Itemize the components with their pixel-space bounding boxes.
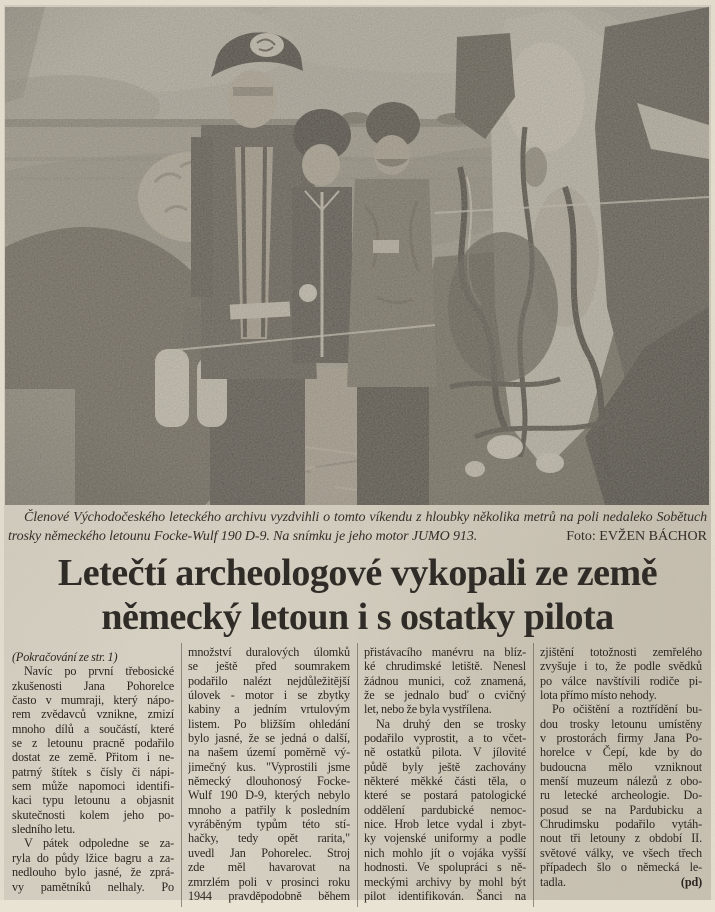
article-line: zde měl havarovat na (188, 860, 350, 875)
photo-grain-light (5, 7, 709, 505)
article-line: 1944 pravděpodobně během (188, 888, 350, 903)
article-line: ky vojenské uniformy a podle (364, 831, 526, 846)
article-line: vyráběným typům této stí- (188, 817, 350, 832)
caption-line-2: trosky německého letounu Focke-Wulf 190 D-9. Na snímku je jeho motor JUMO 913. (8, 528, 478, 544)
article-line: po válce navštívili rodiče pi- (540, 673, 702, 688)
article-body (6, 643, 709, 905)
headline-line-2: německý letoun i s ostatky pilota (101, 596, 614, 638)
article-line: dou trosky letounu umístěny (540, 716, 702, 731)
article-line: některé měkké části těla, o (364, 774, 526, 789)
article-line: úlovek - motor i se zbytky (188, 688, 350, 703)
article-line: se z letounu pracně podařilo (12, 736, 174, 751)
article-line: často v mumraji, který nápo- (12, 693, 174, 708)
article-line: posud se na Pardubicku a (540, 802, 702, 817)
article-line: sledního letu. (12, 822, 76, 837)
headline-line-1: Letečtí archeologové vykopali ze země (57, 552, 658, 594)
article-line: podařilo nalézt nejdůležitější (188, 673, 350, 688)
article-line: patrný štítek s čísly či nápi- (12, 764, 174, 779)
article-line: (Pokračování ze str. 1) (12, 650, 118, 664)
article-line: množství duralových úlomků (188, 645, 350, 659)
article-line: kabiny a jedním vrtulovým (188, 702, 350, 717)
article-line: zvyšuje i to, že podle svědků (540, 659, 702, 674)
photo-credit: Foto: EVŽEN BÁCHOR (566, 528, 707, 544)
article-line: německý dlouhonosý Focke- (188, 774, 350, 789)
article-line: které se postará patologické (364, 788, 526, 803)
wreck-excavation-photo (5, 7, 709, 505)
article-line: mnoho dílů a součástí, které (12, 721, 174, 736)
article-line: že se jednalo buď o cvičný (364, 688, 526, 703)
article-line: mnoho a patřily k posledním (188, 802, 350, 817)
caption-line-1: Členové Východočeského leteckého archivu vyzdvihli o tomto víkendu z hloubky několika metrů na poli nedaleko Sobětuch (24, 510, 707, 525)
article-column-3 (357, 643, 533, 907)
article-line: sem může napomoci identifi- (12, 779, 174, 794)
article-line: zkušenosti Jana Pohorelce (12, 678, 174, 693)
article-line: se ještě před soumrakem (188, 659, 350, 674)
article-photo (5, 7, 709, 505)
article-line: uvedl Jan Pohorelec. Stroj (188, 845, 350, 860)
article-line: listem. Po bližším ohledání (188, 716, 350, 731)
article-line: menší muzeum nálezů z obo- (540, 774, 702, 789)
article-line: Navíc po první třebosické (24, 664, 174, 679)
article-line: Wulf 190 D-9, kterých nebylo (188, 788, 350, 803)
article-line: případech šlo o německá le- (540, 860, 702, 875)
article-line: ké chrudimské letiště. Nenesl (364, 659, 526, 674)
article-line: nich mohlo jít o vojáka vyšší (364, 845, 526, 860)
article-line: dostat ze země. Přitom i ne- (12, 750, 174, 765)
article-line: meckými archivy by mohl být (364, 874, 526, 889)
article-line: Chrudimsku podařilo vytáh- (540, 817, 702, 832)
author-initials: (pd) (680, 874, 702, 889)
article-line: nedlouho bylo jasné, že zprá- (12, 865, 174, 880)
article-line: kaci typu letounu a objasnit (12, 793, 174, 808)
article-column-2 (181, 643, 357, 907)
article-line: ryla do půdy lžice bagru a za- (12, 850, 174, 865)
article-line: pilot identifikován. Šanci na (364, 888, 526, 903)
article-line: let, nebo že byla vystřílena. (364, 702, 492, 717)
article-line: světové války, ve všech třech (540, 845, 702, 860)
article-line: nice. Hrob letce vydal i zbyt- (364, 817, 526, 832)
article-line: vy pamětníků nelhaly. Po (12, 879, 174, 894)
article-line: budoucna mělo vzniknout (540, 759, 702, 774)
article-line: ru letecké archeologie. Do- (540, 788, 702, 803)
article-line: hačky, tedy opět rarita," (188, 831, 350, 846)
article-column-1 (6, 643, 181, 912)
article-line: v prostorách firmy Jana Po- (540, 731, 702, 746)
article-line: podařilo vyprostit, a to včet- (364, 731, 526, 746)
article-line: hodnosti. Ve spolupráci s ně- (364, 860, 526, 875)
article-line: na našem území poměrně vý- (188, 745, 350, 760)
article-line: přistávacího manévru na blíz- (364, 645, 526, 659)
article-line: zmrzlém poli v prosinci roku (188, 874, 350, 889)
article-line: rem zvědavců vznikne, zmizí (12, 707, 174, 722)
article-line: Po očištění a roztřídění bu- (552, 702, 702, 717)
photo-caption (8, 509, 707, 546)
article-headline (4, 551, 711, 639)
article-line: jimečný kus. "Vyprostili jsme (188, 759, 350, 774)
article-line: horelce v Čepí, kde by do (540, 745, 702, 760)
article-last-text: tadla. (540, 874, 566, 889)
article-column-4 (533, 643, 709, 907)
article-line: ně ostatků pilota. V jílovité (364, 745, 526, 760)
article-line: oddělení pardubické nemoc- (364, 802, 526, 817)
article-line: nout tři letouny z období II. (540, 831, 702, 846)
article-line: V pátek odpoledne se za- (24, 836, 174, 851)
article-last-line (540, 875, 702, 889)
article-line: žádnou munici, což znamená, (364, 673, 526, 688)
article-line: bylo jasné, že se jedná o další, (188, 731, 350, 746)
newspaper-page (4, 5, 711, 903)
article-line: skutečnosti kolem jeho po- (12, 807, 174, 822)
article-line: půdě byly ještě zachovány (364, 759, 526, 774)
article-line: zjištění totožnosti zemřelého (540, 645, 702, 659)
article-line: Na druhý den se trosky (376, 716, 526, 731)
article-line: lota přímo místo nehody. (540, 688, 657, 703)
